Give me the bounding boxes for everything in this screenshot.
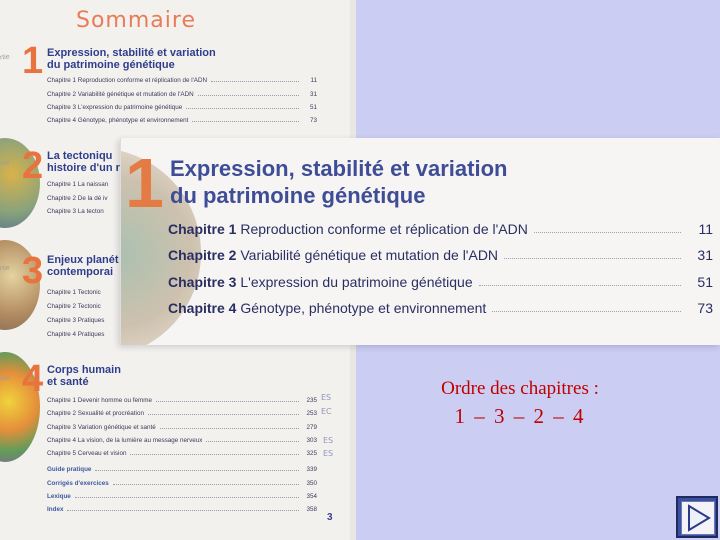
toc-line bbox=[47, 317, 122, 324]
page-number: 51 bbox=[697, 274, 713, 290]
page-number: 73 bbox=[309, 117, 317, 124]
next-button-face bbox=[681, 501, 715, 535]
inset-section-title bbox=[170, 155, 507, 209]
toc-extra-line bbox=[47, 506, 317, 513]
chapter-label: Chapitre 1 La naissan bbox=[47, 181, 109, 188]
partie-tag: rtie bbox=[0, 374, 11, 383]
toc-line bbox=[47, 117, 317, 124]
chapter-label: Chapitre 3 Variation génétique et santé bbox=[47, 424, 156, 431]
chapter-label: Chapitre 2 De la dé iv bbox=[47, 195, 108, 202]
chapter-label: Chapitre 4 Génotype, phénotype et environnement bbox=[47, 117, 189, 124]
section-title bbox=[47, 150, 120, 174]
toc-line bbox=[47, 437, 317, 444]
section-number: 2 bbox=[22, 145, 44, 187]
extra-label: Guide pratique bbox=[47, 466, 92, 473]
inset-chapter-line bbox=[168, 247, 713, 263]
note-sequence: 1 – 3 – 2 – 4 bbox=[454, 404, 586, 428]
inset-chapter-line bbox=[168, 274, 713, 290]
inset-title-line: Expression, stabilité et variation bbox=[170, 156, 508, 181]
toc-line bbox=[47, 181, 122, 188]
toc-line bbox=[47, 397, 317, 404]
chapter-prefix: Chapitre 1 bbox=[168, 221, 237, 237]
section-title-line: Expression, stabilité et variation bbox=[47, 47, 216, 59]
chapter-title: Génotype, phénotype et environnement bbox=[240, 300, 487, 316]
chapter-label: Chapitre 4 Pratiques bbox=[47, 331, 105, 338]
chapter-label: Chapitre 2 Sexualité et procréation bbox=[47, 410, 144, 417]
toc-extra-line bbox=[47, 493, 317, 500]
pencil-note: EC bbox=[321, 407, 332, 416]
chapter-order-note bbox=[390, 377, 650, 431]
page-number: 73 bbox=[697, 300, 713, 316]
toc-line bbox=[47, 289, 122, 296]
chapter-prefix: Chapitre 2 bbox=[168, 247, 237, 263]
next-slide-button[interactable] bbox=[676, 496, 718, 538]
extra-label: Index bbox=[47, 506, 64, 513]
zoomed-section-inset bbox=[120, 138, 720, 345]
chapter-label: Chapitre 5 Cerveau et vision bbox=[47, 450, 127, 457]
section-title-line: La tectoniqu bbox=[47, 150, 113, 162]
page-number: 253 bbox=[306, 410, 317, 417]
section-number: 3 bbox=[22, 250, 44, 292]
pencil-note: ES bbox=[321, 393, 332, 402]
section-number: 1 bbox=[22, 40, 44, 82]
page-number: 350 bbox=[306, 480, 317, 487]
chapter-title: L'expression du patrimoine génétique bbox=[240, 274, 473, 290]
chapter-label: Chapitre 2 Variabilité génétique et mutation de l'ADN bbox=[47, 91, 194, 98]
section-title-line: contemporai bbox=[47, 266, 114, 278]
chapter-prefix: Chapitre 4 bbox=[168, 300, 237, 316]
section-title-line: et santé bbox=[47, 376, 89, 388]
toc-line bbox=[47, 195, 122, 202]
note-label: Ordre des chapitres : bbox=[441, 378, 599, 399]
toc-extra-line bbox=[47, 480, 317, 487]
page-number: 51 bbox=[309, 104, 317, 111]
page-number: 325 bbox=[306, 450, 317, 457]
toc-line bbox=[47, 91, 317, 98]
toc-line bbox=[47, 208, 122, 215]
section-number: 4 bbox=[22, 358, 44, 400]
page-number: 339 bbox=[306, 466, 317, 473]
section-title bbox=[47, 47, 216, 71]
inset-chapter-line bbox=[168, 221, 713, 237]
page-number: 235 bbox=[306, 397, 317, 404]
extra-label: Lexique bbox=[47, 493, 71, 500]
chapter-label: Chapitre 3 La tecton bbox=[47, 208, 104, 215]
chapter-label: Chapitre 4 La vision, de la lumière au message nerveux bbox=[47, 437, 203, 444]
inset-section-number: 1 bbox=[125, 144, 164, 222]
toc-line bbox=[47, 424, 317, 431]
chapter-label: Chapitre 1 Reproduction conforme et réplication de l'ADN bbox=[47, 77, 208, 84]
chapter-title: Variabilité génétique et mutation de l'ADN bbox=[240, 247, 499, 263]
page-footer-number: 3 bbox=[327, 512, 333, 523]
section-title-line: histoire d'un r bbox=[47, 162, 120, 174]
page-number: 31 bbox=[309, 91, 317, 98]
page-number: 31 bbox=[697, 247, 713, 263]
extra-label: Corrigés d'exercices bbox=[47, 480, 109, 487]
section-title-line: Enjeux planét bbox=[47, 254, 119, 266]
inset-chapter-line bbox=[168, 300, 713, 316]
toc-line bbox=[47, 410, 317, 417]
section-title bbox=[47, 254, 119, 278]
toc-line bbox=[47, 331, 122, 338]
inset-title-line: du patrimoine génétique bbox=[170, 183, 426, 208]
toc-extra-line bbox=[47, 466, 317, 473]
page-number: 11 bbox=[310, 77, 317, 84]
page-title: Sommaire bbox=[76, 8, 196, 33]
chapter-prefix: Chapitre 3 bbox=[168, 274, 237, 290]
section-title-line: du patrimoine génétique bbox=[47, 59, 175, 71]
toc-line bbox=[47, 77, 317, 84]
section-title-line: Corps humain bbox=[47, 364, 121, 376]
toc-line bbox=[47, 104, 317, 111]
pencil-note: ES bbox=[323, 436, 334, 445]
chapter-label: Chapitre 2 Tectonic bbox=[47, 303, 101, 310]
chapter-label: Chapitre 1 Tectonic bbox=[47, 289, 101, 296]
partie-tag: rtie bbox=[0, 53, 11, 62]
toc-line bbox=[47, 450, 317, 457]
page-number: 303 bbox=[306, 437, 317, 444]
partie-tag: rtie bbox=[0, 159, 11, 168]
chapter-label: Chapitre 3 L'expression du patrimoine génétique bbox=[47, 104, 183, 111]
toc-line bbox=[47, 303, 122, 310]
page-number: 279 bbox=[306, 424, 317, 431]
page-number: 354 bbox=[306, 493, 317, 500]
play-triangle-icon bbox=[686, 504, 712, 532]
chapter-label: Chapitre 1 Devenir homme ou femme bbox=[47, 397, 152, 404]
pencil-note: ES bbox=[323, 449, 334, 458]
page-number: 11 bbox=[698, 221, 713, 237]
page-number: 358 bbox=[306, 506, 317, 513]
chapter-label: Chapitre 3 Pratiques bbox=[47, 317, 105, 324]
partie-tag: rtie bbox=[0, 264, 11, 273]
section-title bbox=[47, 364, 121, 388]
chapter-title: Reproduction conforme et réplication de l'ADN bbox=[240, 221, 528, 237]
